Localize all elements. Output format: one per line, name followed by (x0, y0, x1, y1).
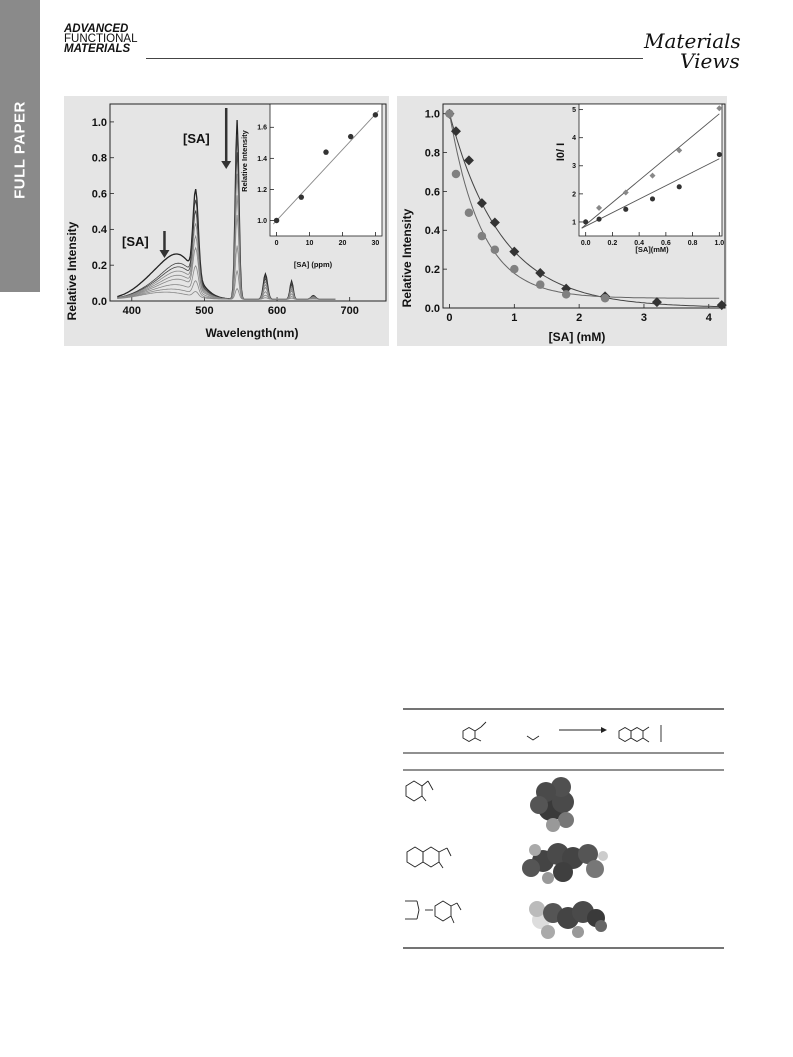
x-tick-label: 30 (371, 240, 380, 247)
reaction-arrow (559, 727, 607, 733)
space-filling-model (522, 843, 608, 884)
y-tick-label: 0.6 (91, 188, 107, 201)
y-tick-label: 0.8 (91, 152, 107, 165)
y-tick-label: 1.0 (91, 116, 107, 129)
publisher-logo (644, 29, 741, 76)
y-tick-label: 5 (572, 107, 576, 115)
y-tick-label: 0.2 (424, 263, 440, 276)
x-tick-label: 0.8 (687, 240, 698, 247)
emission-spectra-chart (64, 96, 389, 346)
annotation-sa-right: [SA] (183, 131, 210, 146)
inset-y-axis-label: Relative Intensity (240, 130, 249, 192)
y-tick-label: 1.0 (257, 217, 267, 225)
inset-data-point (717, 152, 722, 157)
y-tick-label: 0.4 (91, 224, 107, 237)
inset-data-point (677, 184, 682, 189)
x-tick-label: 4 (705, 312, 712, 324)
y-tick-label: 0.2 (91, 260, 107, 273)
x-tick-label: 0.2 (607, 240, 618, 247)
product-structure (619, 725, 661, 742)
data-point-circle (478, 232, 487, 241)
journal-logo-line-3: MATERIALS (64, 43, 131, 55)
space-filling-model (530, 777, 574, 832)
x-axis-label: Wavelength(nm) (205, 326, 299, 340)
inset-data-point (650, 196, 655, 201)
journal-logo (64, 24, 154, 54)
y-tick-label: 0.0 (424, 302, 440, 315)
y-tick-label: 0.0 (91, 295, 107, 308)
y-tick-label: 0.8 (424, 147, 440, 160)
x-tick-label: 700 (340, 305, 359, 317)
inset-data-point (274, 218, 279, 223)
quenching-chart (397, 96, 727, 346)
data-point-circle (562, 290, 571, 299)
y-tick-label: 1.0 (424, 108, 440, 121)
x-tick-label: 0 (446, 312, 453, 324)
structure-benzaldehyde (406, 781, 433, 801)
x-tick-label: 3 (640, 312, 648, 324)
reagent-structure (527, 736, 539, 740)
data-point-circle (491, 245, 500, 254)
plot-frame (579, 104, 722, 236)
y-tick-label: 1.4 (257, 155, 267, 163)
x-axis-label: [SA] (mM) (548, 330, 606, 344)
x-tick-label: 1 (511, 312, 518, 324)
y-tick-label: 1.2 (257, 186, 267, 194)
x-tick-label: 10 (305, 240, 314, 247)
x-tick-label: 0 (274, 240, 279, 247)
x-tick-label: 400 (122, 305, 141, 317)
inset-x-axis-label: [SA](mM) (635, 245, 669, 254)
y-tick-label: 4 (572, 135, 576, 143)
header-rule (146, 58, 643, 59)
data-point-circle (601, 294, 610, 303)
journal-logo-line-2: FUNCTIONAL (64, 33, 138, 45)
inset-data-point (373, 112, 378, 117)
section-tab-label: FULL PAPER (11, 101, 29, 199)
inset-data-point (583, 219, 588, 224)
plot-frame (270, 104, 382, 236)
x-tick-label: 2 (576, 312, 583, 324)
publisher-logo-line-1: Materials (644, 29, 741, 53)
annotation-sa-left: [SA] (122, 234, 149, 249)
inset-data-point (596, 217, 601, 222)
inset-data-point (299, 194, 304, 199)
publisher-logo-line-2: Views (680, 49, 740, 73)
y-tick-label: 2 (572, 191, 576, 199)
data-point-circle (445, 109, 454, 118)
y-axis-label: Relative Intensity (65, 221, 79, 321)
reaction-scheme-table (403, 708, 724, 950)
y-tick-label: 1.6 (257, 124, 267, 132)
x-tick-label: 20 (338, 240, 347, 247)
inset-y-axis-label: I0/ I (555, 142, 567, 162)
data-point-circle (465, 209, 474, 218)
x-tick-label: 600 (267, 305, 287, 317)
inset-data-point (323, 149, 328, 154)
data-point-circle (452, 170, 461, 179)
y-tick-label: 0.6 (424, 186, 440, 199)
data-point-circle (510, 265, 519, 274)
structure-naphthaldehyde (407, 847, 451, 868)
y-tick-label: 3 (572, 163, 576, 171)
inset-data-point (348, 134, 353, 139)
journal-logo-line-1: ADVANCED (64, 23, 129, 35)
x-tick-label: 0.6 (661, 240, 671, 247)
y-axis-label: Relative Intensity (400, 208, 414, 308)
x-tick-label: 0.0 (580, 240, 591, 247)
y-tick-label: 1 (572, 219, 576, 227)
reactant-structure (463, 722, 486, 742)
space-filling-model (529, 901, 607, 939)
inset-data-point (623, 207, 628, 212)
x-tick-label: 0.4 (634, 240, 645, 247)
data-point-circle (536, 280, 545, 289)
y-tick-label: 0.4 (424, 225, 440, 238)
x-tick-label: 500 (195, 305, 214, 317)
structure-diethylamino-aldehyde (405, 901, 461, 923)
x-tick-label: 1.0 (714, 240, 725, 247)
inset-x-axis-label: [SA] (ppm) (293, 260, 333, 269)
